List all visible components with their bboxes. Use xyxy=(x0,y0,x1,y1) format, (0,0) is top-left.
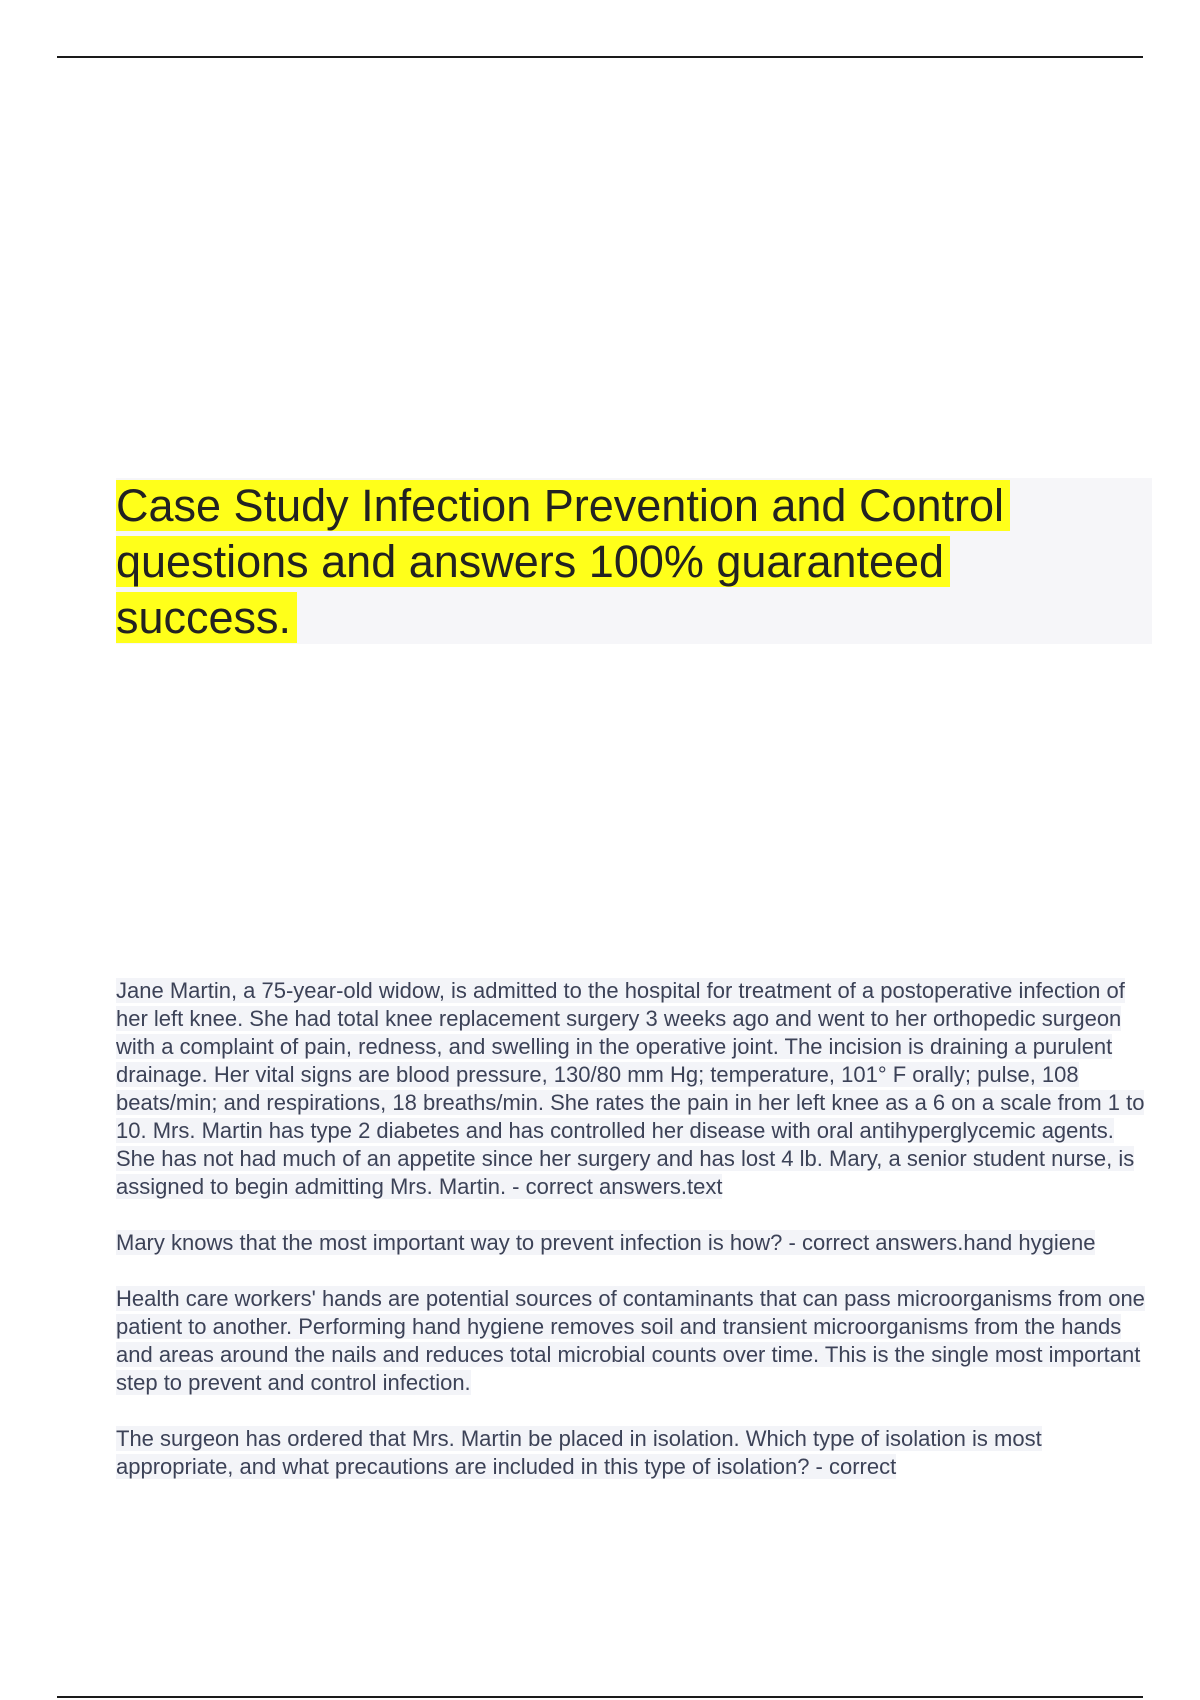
paragraph-text: Jane Martin, a 75-year-old widow, is admitted to the hospital for treatment of a postoperative infection of her left knee. She had total knee replacement surgery 3 weeks ago and went to her orthopedic surgeon with a complaint of pain, redness, and swelling in the operative joint. The incision is draining a purulent drainage. Her vital signs are blood pressure, 130/80 mm Hg; temperature, 101° F orally; pulse, 108 beats/min; and respirations, 18 breaths/min. She rates the pain in her left knee as a 6 on a scale from 1 to 10. Mrs. Martin has type 2 diabetes and has controlled her disease with oral antihyperglycemic agents. She has not had much of an appetite since her surgery and has lost 4 lb. Mary, a senior student nurse, is assigned to begin admitting Mrs. Martin. - correct answers.text xyxy=(116,978,1145,1199)
title-highlight: Case Study Infection Prevention and Control questions and answers 100% guaranteed success. xyxy=(116,480,1010,643)
title-block xyxy=(116,478,1152,644)
top-rule xyxy=(57,56,1143,58)
question-isolation xyxy=(116,1425,1156,1481)
document-title xyxy=(116,478,1106,646)
question-hand-hygiene xyxy=(116,1229,1156,1257)
rationale-paragraph xyxy=(116,1285,1156,1397)
case-scenario-paragraph xyxy=(116,977,1156,1201)
paragraph-text: Health care workers' hands are potential sources of contaminants that can pass microorganisms from one patient to another. Performing hand hygiene removes soil and transient microorganisms from the hands and areas around the nails and reduces total microbial counts over time. This is the single most important step to prevent and control infection. xyxy=(116,1286,1145,1395)
document-body xyxy=(116,977,1156,1509)
paragraph-text: The surgeon has ordered that Mrs. Martin be placed in isolation. Which type of isolation is most appropriate, and what precautions are included in this type of isolation? - correct xyxy=(116,1426,1042,1479)
bottom-rule xyxy=(57,1696,1143,1698)
paragraph-text: Mary knows that the most important way to prevent infection is how? - correct answers.hand hygiene xyxy=(116,1230,1096,1255)
